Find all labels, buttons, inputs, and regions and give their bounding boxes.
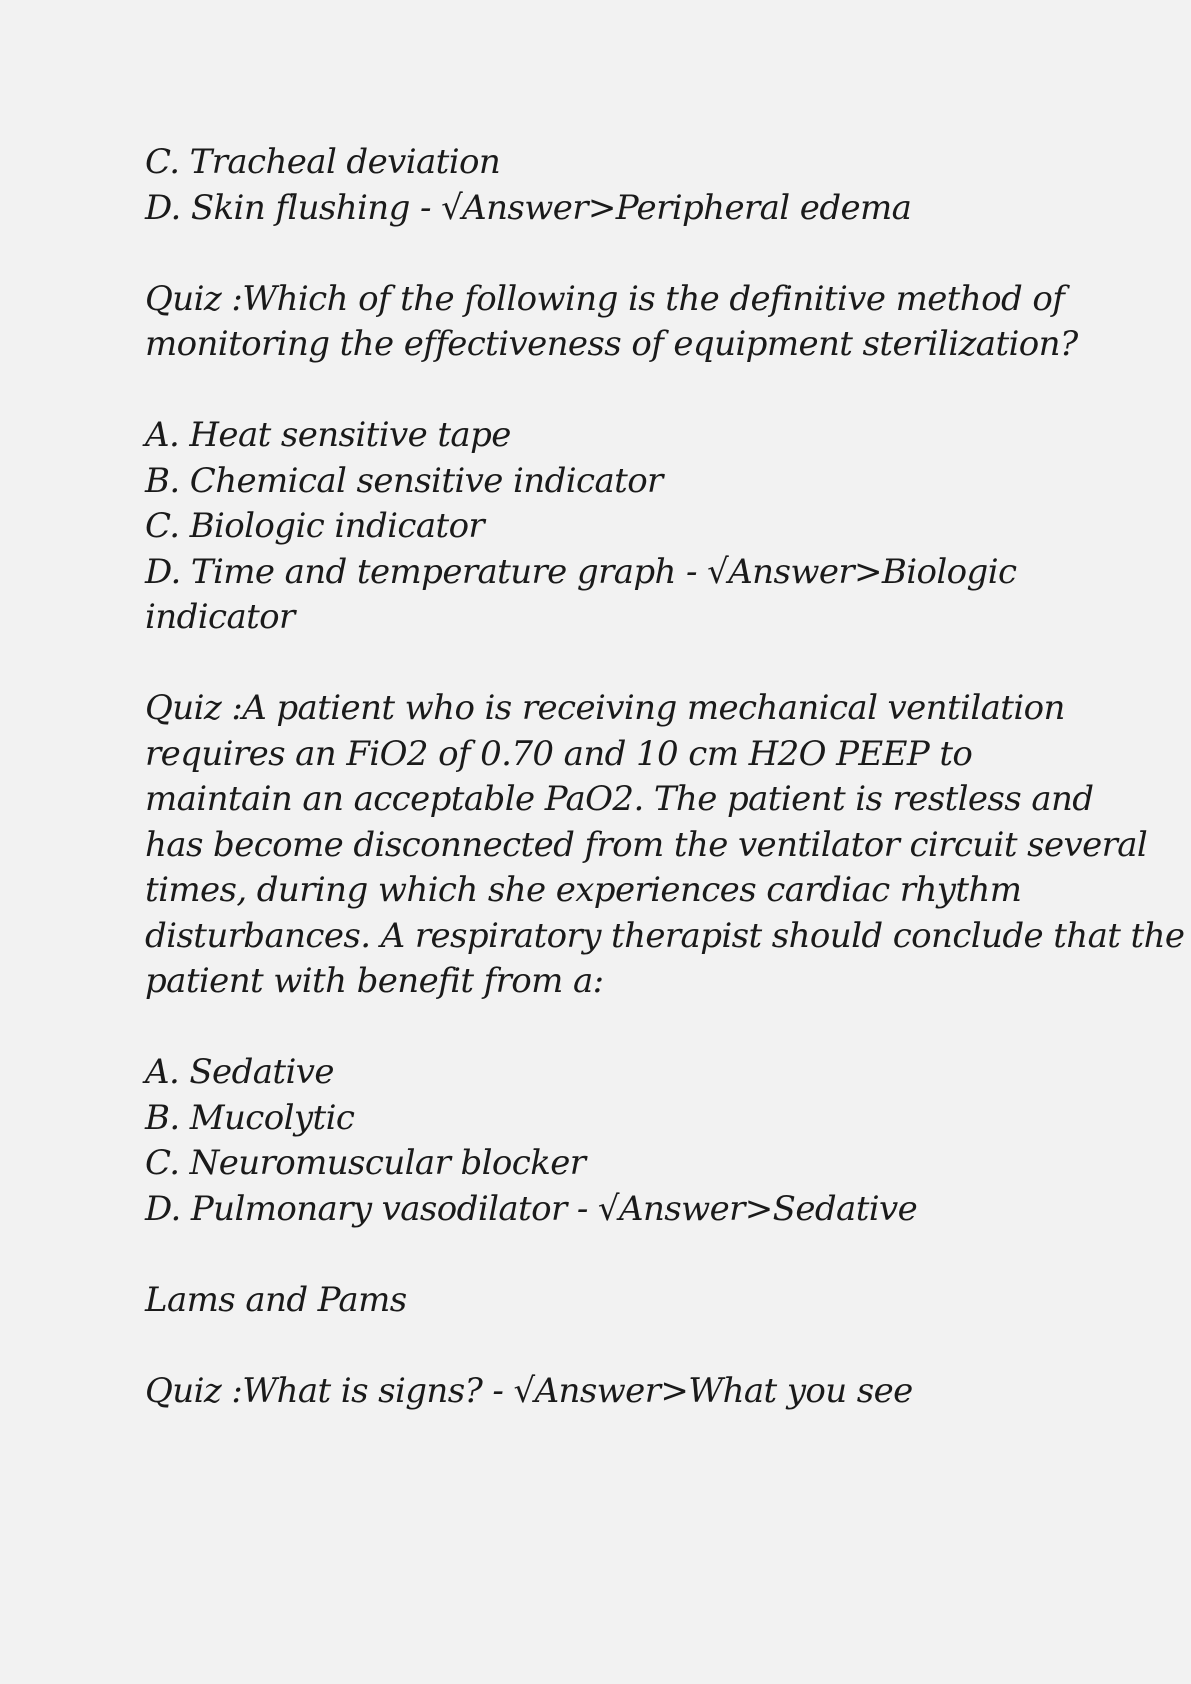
option-d-answer: D. Time and temperature graph - √Answer>Biologic: [145, 551, 1017, 592]
spacer: [145, 1005, 1065, 1051]
option-d-answer-continued: indicator: [145, 597, 295, 637]
spacer: [145, 231, 1065, 277]
option-a: A. Heat sensitive tape: [145, 415, 511, 455]
question-2: [145, 277, 1078, 368]
question-4: Quiz :What is signs? - √Answer>What you see: [145, 1370, 913, 1411]
question-text-line: has become disconnected from the ventilator circuit several: [145, 824, 1148, 865]
question-text-line: times, during which she experiences cardiac rhythm: [145, 870, 1022, 910]
question-3: [145, 686, 1185, 1005]
option-c: C. Tracheal deviation: [145, 142, 501, 182]
spacer: [145, 1232, 1065, 1278]
document-page: [145, 140, 1185, 1414]
question-text-line: monitoring the effectiveness of equipment sterilization?: [145, 324, 1078, 364]
question-3-options: [145, 1050, 1065, 1232]
option-d-answer: D. Pulmonary vasodilator - √Answer>Sedative: [145, 1188, 918, 1229]
option-b: B. Chemical sensitive indicator: [145, 460, 663, 501]
option-d-answer: D. Skin flushing - √Answer>Peripheral edema: [145, 187, 912, 228]
section-heading: Lams and Pams: [145, 1279, 407, 1320]
question-text-line: patient with benefit from a:: [145, 961, 604, 1001]
option-b: B. Mucolytic: [145, 1097, 355, 1138]
option-a: A. Sedative: [145, 1052, 334, 1092]
question-text-line: Quiz :Which of the following is the definitive method of: [145, 278, 1065, 319]
question-text-line: maintain an acceptable PaO2. The patient is restless and: [145, 779, 1094, 819]
question-text-line: Quiz :A patient who is receiving mechanical ventilation: [145, 688, 1065, 728]
option-c: C. Neuromuscular blocker: [145, 1143, 586, 1183]
spacer: [145, 368, 1065, 414]
spacer: [145, 1323, 1065, 1369]
question-text-line: requires an FiO2 of 0.70 and 10 cm H2O PEEP to: [145, 733, 973, 774]
question-text-line: disturbances. A respiratory therapist should conclude that the: [145, 915, 1185, 956]
option-c: C. Biologic indicator: [145, 506, 485, 546]
question-2-options: [145, 413, 1065, 641]
spacer: [145, 641, 1065, 687]
question-1-options: [145, 140, 1065, 231]
